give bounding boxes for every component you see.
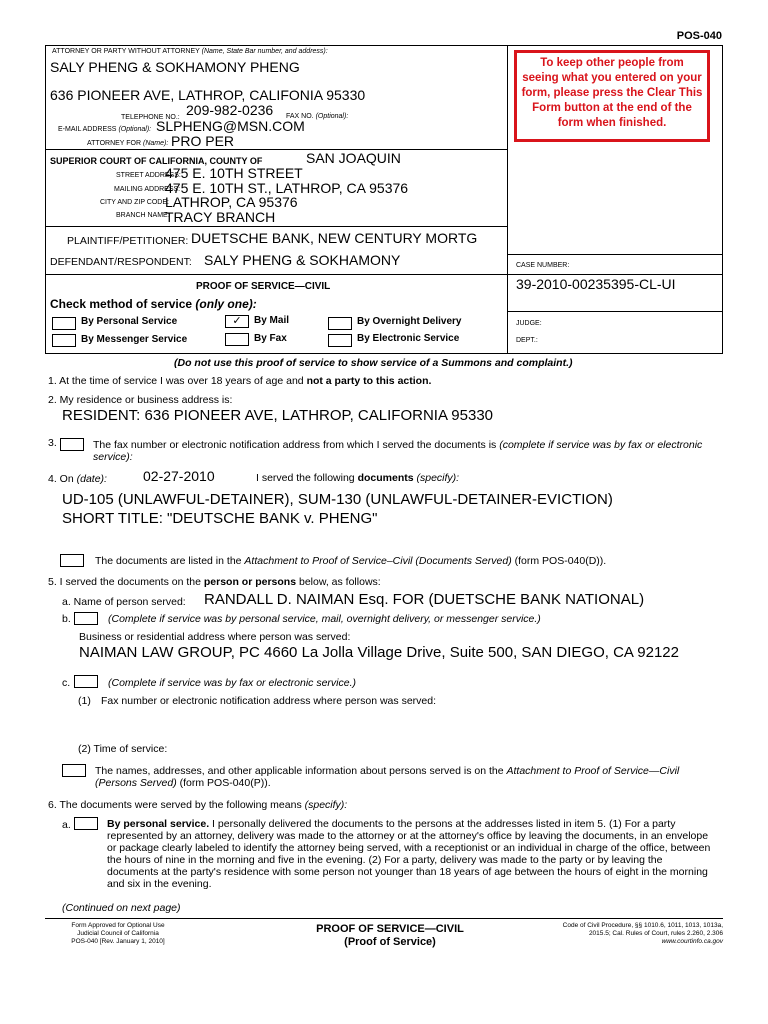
fax-checkbox[interactable]: [225, 333, 249, 346]
personal-service-checkbox[interactable]: [52, 317, 76, 330]
item-5c-label: c.: [62, 677, 71, 689]
privacy-notice: To keep other people from seeing what you entered on your form, please press the Clear This Form button at the end of the form when finished.: [514, 50, 710, 142]
item-5c1-number: (1): [78, 695, 91, 707]
item-3-text: The fax number or electronic notification address from which I served the documents is (complete if service was by fax or electronic service):: [93, 439, 703, 463]
attorney-name[interactable]: SALY PHENG & SOKHAMONY PHENG: [50, 59, 300, 75]
plaintiff-label: PLAINTIFF/PETITIONER:: [67, 235, 189, 247]
branch-label: BRANCH NAME:: [116, 212, 170, 219]
mail-checkbox[interactable]: [225, 315, 249, 328]
item-5b-address-label: Business or residential address where person was served:: [79, 631, 351, 643]
messenger-label: By Messenger Service: [81, 334, 188, 345]
item-5c-note: (Complete if service was by fax or electronic service.): [108, 677, 356, 689]
form-number: POS-040: [676, 30, 722, 42]
item-5a-label: a. Name of person served:: [62, 596, 186, 608]
item-5b-address[interactable]: NAIMAN LAW GROUP, PC 4660 La Jolla Village Drive, Suite 500, SAN DIEGO, CA 92122: [79, 644, 679, 661]
item-5b-checkbox[interactable]: [74, 612, 98, 625]
check-method-label: Check method of service (only one):: [50, 297, 257, 311]
case-number-value[interactable]: 39-2010-00235395-CL-UI: [516, 276, 676, 292]
continued-note: (Continued on next page): [62, 902, 181, 914]
city-value[interactable]: LATHROP, CA 95376: [165, 194, 298, 210]
item-1: 1. At the time of service I was over 18 years of age and not a party to this action.: [48, 375, 432, 387]
item-4-text: I served the following documents (specify):: [256, 472, 460, 484]
item-5c2-text: (2) Time of service:: [78, 743, 168, 755]
item-2: 2. My residence or business address is:: [48, 394, 233, 406]
attorney-for-label: ATTORNEY FOR (Name):: [87, 140, 169, 147]
electronic-checkbox[interactable]: [328, 334, 352, 347]
footer-left: Form Approved for Optional Use Judicial Council of California POS-040 [Rev. January 1, 2010]: [71, 922, 165, 945]
item-4-date[interactable]: 02-27-2010: [143, 468, 215, 484]
item-5-attachment-text: The names, addresses, and other applicable information about persons served is on the Attachment to Proof of Service—Civil (Persons Served) (form POS-040(P)).: [95, 765, 680, 789]
item-4-document-2[interactable]: SHORT TITLE: "DEUTSCHE BANK v. PHENG": [62, 510, 378, 527]
summons-warning: (Do not use this proof of service to show service of a Summons and complaint.): [174, 357, 573, 369]
mailing-label: MAILING ADDRESS:: [114, 186, 181, 193]
electronic-label: By Electronic Service: [357, 333, 460, 344]
email-label: E-MAIL ADDRESS (Optional):: [58, 126, 152, 133]
mailing-value[interactable]: 475 E. 10TH ST., LATHROP, CA 95376: [165, 180, 409, 196]
attorney-label: ATTORNEY OR PARTY WITHOUT ATTORNEY (Name, State Bar number, and address):: [52, 48, 328, 55]
defendant-label: DEFENDANT/RESPONDENT:: [50, 256, 192, 268]
item-5: 5. I served the documents on the person or persons below, as follows:: [48, 576, 381, 588]
case-number-label: CASE NUMBER:: [516, 262, 570, 269]
item-3-checkbox[interactable]: [60, 438, 84, 451]
item-3-number: 3.: [48, 437, 57, 449]
email-value[interactable]: SLPHENG@MSN.COM: [156, 118, 305, 134]
item-4-on: 4. On (date):: [48, 473, 107, 485]
item-6: 6. The documents were served by the following means (specify):: [48, 799, 348, 811]
item-4-attachment-text: The documents are listed in the Attachment to Proof of Service–Civil (Documents Served) (form POS-040(D)).: [95, 555, 607, 567]
judge-label: JUDGE:: [516, 320, 542, 327]
footer-right: Code of Civil Procedure, §§ 1010.6, 1011, 1013, 1013a, 2015.5; Cal. Rules of Court, rules 2.260, 2.306 www.courtinfo.ca.gov: [562, 922, 723, 945]
item-5b-note: (Complete if service was by personal service, mail, overnight delivery, or messenger service.): [108, 613, 541, 625]
checkmark-icon: ✓: [232, 315, 242, 327]
overnight-label: By Overnight Delivery: [357, 316, 462, 327]
plaintiff-value[interactable]: DUETSCHE BANK, NEW CENTURY MORTG: [191, 230, 478, 246]
item-5c-checkbox[interactable]: [74, 675, 98, 688]
item-6a-text: By personal service. I personally delivered the documents to the persons at the addresses listed in item 5. (1) For a party represented by an attorney, delivery was made to the attorney or at the attorney's office by leaving the documents, in an envelope or package clearly labeled to identify the attorney being served, with a receptionist or an individual in charge of the office, between the hours of nine in the morning and five in the evening. (2) For a party, delivery was made to the party or by leaving the documents at the party's residence with some person not younger than 18 years of age between the hours of eight in the morning and six in the evening.: [107, 818, 711, 890]
attorney-for-value[interactable]: PRO PER: [171, 133, 235, 149]
item-4-document-1[interactable]: UD-105 (UNLAWFUL-DETAINER), SUM-130 (UNLAWFUL-DETAINER-EVICTION): [62, 491, 613, 508]
telephone-value[interactable]: 209-982-0236: [186, 102, 274, 118]
street-label: STREET ADDRESS:: [116, 172, 181, 179]
messenger-checkbox[interactable]: [52, 334, 76, 347]
branch-value[interactable]: TRACY BRANCH: [165, 209, 276, 225]
mail-label: By Mail: [254, 315, 290, 326]
item-5-attachment-checkbox[interactable]: [62, 764, 86, 777]
item-4-attachment-checkbox[interactable]: [60, 554, 84, 567]
city-label: CITY AND ZIP CODE:: [100, 199, 169, 206]
court-title: SUPERIOR COURT OF CALIFORNIA, COUNTY OF: [50, 156, 263, 166]
fax-label: FAX NO. (Optional):: [286, 113, 349, 120]
personal-service-label: By Personal Service: [81, 316, 178, 327]
fax-service-label: By Fax: [254, 333, 287, 344]
dept-label: DEPT.:: [516, 337, 538, 344]
item-2-value[interactable]: RESIDENT: 636 PIONEER AVE, LATHROP, CALIFORNIA 95330: [62, 407, 494, 424]
footer-center: PROOF OF SERVICE—CIVIL (Proof of Service): [316, 923, 464, 948]
item-5a-value[interactable]: RANDALL D. NAIMAN Esq. FOR (DUETSCHE BANK NATIONAL): [204, 591, 645, 608]
item-5b-label: b.: [62, 613, 71, 625]
item-6a-checkbox[interactable]: [74, 817, 98, 830]
footer-rule: [45, 918, 723, 919]
attorney-address[interactable]: 636 PIONEER AVE, LATHROP, CALIFONIA 95330: [50, 87, 366, 103]
overnight-checkbox[interactable]: [328, 317, 352, 330]
telephone-label: TELEPHONE NO.:: [121, 114, 180, 121]
item-5c1-text: Fax number or electronic notification address where person was served:: [101, 695, 436, 707]
item-6a-label: a.: [62, 819, 71, 831]
court-county[interactable]: SAN JOAQUIN: [306, 150, 401, 166]
defendant-value[interactable]: SALY PHENG & SOKHAMONY: [204, 252, 401, 268]
street-value[interactable]: 475 E. 10TH STREET: [165, 165, 303, 181]
service-title: PROOF OF SERVICE—CIVIL: [196, 281, 331, 292]
